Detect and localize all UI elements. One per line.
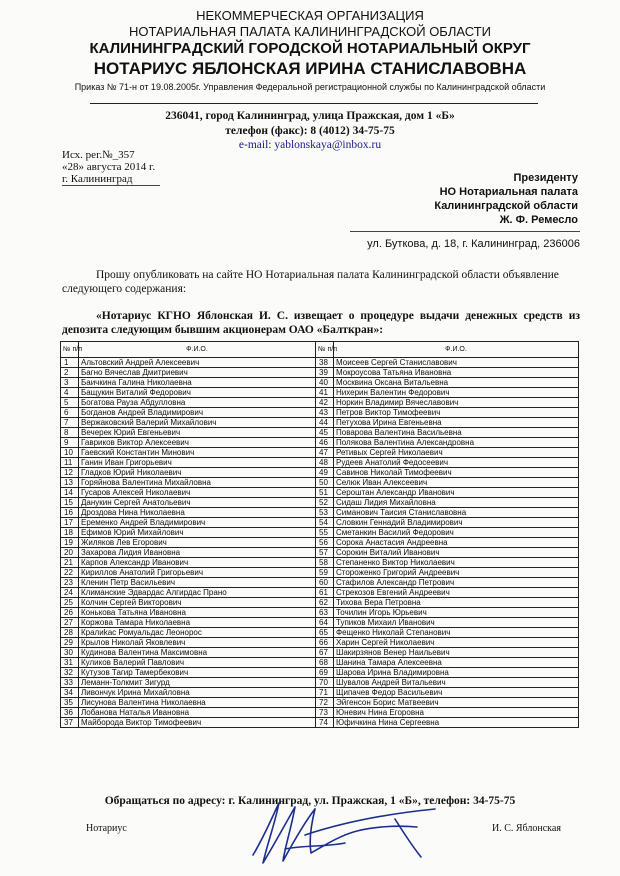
cell-number: 43 bbox=[316, 408, 334, 418]
cell-number: 69 bbox=[316, 668, 334, 678]
table-row bbox=[61, 648, 579, 658]
table-row bbox=[61, 558, 579, 568]
cell-name: Сероштан Александр Иванович bbox=[334, 488, 579, 498]
table-row bbox=[61, 688, 579, 698]
table-row bbox=[61, 488, 579, 498]
cell-name: Рудеев Анатолий Федосеевич bbox=[334, 458, 579, 468]
table-row bbox=[61, 668, 579, 678]
cell-name: Стафилов Александр Петрович bbox=[334, 578, 579, 588]
cell-number: 11 bbox=[61, 458, 79, 468]
cell-number: 53 bbox=[316, 508, 334, 518]
recipient-underline bbox=[350, 231, 580, 232]
cell-name: Сметанкин Василий Федорович bbox=[334, 528, 579, 538]
cell-number: 46 bbox=[316, 438, 334, 448]
cell-number: 70 bbox=[316, 678, 334, 688]
table-row bbox=[61, 418, 579, 428]
signer-title: Нотариус bbox=[86, 823, 127, 834]
cell-number: 47 bbox=[316, 448, 334, 458]
cell-number: 71 bbox=[316, 688, 334, 698]
col-header-number-right: № п/п bbox=[316, 342, 334, 358]
cell-number: 38 bbox=[316, 358, 334, 368]
cell-number: 22 bbox=[61, 568, 79, 578]
cell-number: 21 bbox=[61, 558, 79, 568]
cell-number: 14 bbox=[61, 488, 79, 498]
cell-number: 40 bbox=[316, 378, 334, 388]
table-row bbox=[61, 438, 579, 448]
cell-name: Симанович Таисия Станиславовна bbox=[334, 508, 579, 518]
outgoing-underline bbox=[62, 185, 160, 186]
cell-name: Ретивых Сергей Николаевич bbox=[334, 448, 579, 458]
chamber-name: НОТАРИАЛЬНАЯ ПАЛАТА КАЛИНИНГРАДСКОЙ ОБЛАСТИ bbox=[128, 24, 491, 39]
cell-name: Лисунова Валентина Николаевна bbox=[79, 698, 316, 708]
recipient-title: Президенту bbox=[513, 172, 578, 184]
cell-number: 13 bbox=[61, 478, 79, 488]
table-row bbox=[61, 698, 579, 708]
table-row bbox=[61, 638, 579, 648]
cell-number: 15 bbox=[61, 498, 79, 508]
cell-name: Ганин Иван Григорьевич bbox=[79, 458, 316, 468]
cell-name: Жиляков Лев Егорович bbox=[79, 538, 316, 548]
request-paragraph: Прошу опубликовать на сайте НО Нотариальная палата Калининградской области объявление следующего содержания: bbox=[62, 269, 559, 295]
cell-number: 72 bbox=[316, 698, 334, 708]
cell-number: 20 bbox=[61, 548, 79, 558]
notary-phone: телефон (факс): 8 (4012) 34-75-75 bbox=[225, 125, 395, 137]
cell-name: Москвина Оксана Витальевна bbox=[334, 378, 579, 388]
cell-name: Щипачев Федор Васильевич bbox=[334, 688, 579, 698]
cell-name: Багно Вячеслав Дмитриевич bbox=[79, 368, 316, 378]
cell-number: 36 bbox=[61, 708, 79, 718]
table-row bbox=[61, 468, 579, 478]
cell-number: 29 bbox=[61, 638, 79, 648]
table-row bbox=[61, 528, 579, 538]
table-row bbox=[61, 608, 579, 618]
cell-number: 35 bbox=[61, 698, 79, 708]
cell-number: 42 bbox=[316, 398, 334, 408]
cell-name: Харин Сергей Николаевич bbox=[334, 638, 579, 648]
cell-number: 37 bbox=[61, 718, 79, 728]
cell-name: Мокроусова Татьяна Ивановна bbox=[334, 368, 579, 378]
recipient-address: ул. Буткова, д. 18, г. Калининград, 236006 bbox=[367, 238, 580, 250]
cell-number: 34 bbox=[61, 688, 79, 698]
cell-number: 18 bbox=[61, 528, 79, 538]
cell-number: 65 bbox=[316, 628, 334, 638]
cell-name: Шувалов Андрей Витальевич bbox=[334, 678, 579, 688]
org-type: НЕКОММЕРЧЕСКАЯ ОРГАНИЗАЦИЯ bbox=[196, 8, 424, 23]
cell-name: Захарова Лидия Ивановна bbox=[79, 548, 316, 558]
table-row bbox=[61, 718, 579, 728]
cell-name: Лобанова Наталья Ивановна bbox=[79, 708, 316, 718]
col-header-name-left: Ф.И.О. bbox=[79, 342, 316, 358]
announcement-paragraph: «Нотариус КГНО Яблонская И. С. извещает о процедуре выдачи денежных средств из депозита следующим бывшим акционерам ОАО «Балткран»: bbox=[62, 310, 580, 336]
cell-number: 27 bbox=[61, 618, 79, 628]
cell-number: 61 bbox=[316, 588, 334, 598]
cell-number: 57 bbox=[316, 548, 334, 558]
cell-number: 2 bbox=[61, 368, 79, 378]
outgoing-city: г. Калининград bbox=[62, 173, 133, 185]
cell-name: Сидаш Лидия Михайловна bbox=[334, 498, 579, 508]
notary-email: e-mail: yablonskaya@inbox.ru bbox=[238, 139, 382, 151]
cell-number: 23 bbox=[61, 578, 79, 588]
table-row bbox=[61, 628, 579, 638]
table-body bbox=[61, 358, 579, 728]
cell-name: Карпов Александр Иванович bbox=[79, 558, 316, 568]
col-header-number-left: № п/п bbox=[61, 342, 79, 358]
cell-name: Тихова Вера Петровна bbox=[334, 598, 579, 608]
cell-name: Богатова Рауза Абдулловна bbox=[79, 398, 316, 408]
cell-number: 73 bbox=[316, 708, 334, 718]
cell-name: Гаевский Константин Минович bbox=[79, 448, 316, 458]
cell-name: Юфичкина Нина Сергеевна bbox=[334, 718, 579, 728]
cell-number: 50 bbox=[316, 478, 334, 488]
cell-name: Бащукин Виталий Федорович bbox=[79, 388, 316, 398]
cell-number: 10 bbox=[61, 448, 79, 458]
signer-name: И. С. Яблонская bbox=[492, 823, 561, 834]
table-row bbox=[61, 548, 579, 558]
cell-number: 5 bbox=[61, 398, 79, 408]
cell-name: Стороженко Григорий Андреевич bbox=[334, 568, 579, 578]
cell-number: 39 bbox=[316, 368, 334, 378]
cell-name: Норкин Владимир Вячеславович bbox=[334, 398, 579, 408]
cell-number: 1 bbox=[61, 358, 79, 368]
cell-name: Горяйнова Валентина Михайловна bbox=[79, 478, 316, 488]
cell-number: 55 bbox=[316, 528, 334, 538]
cell-number: 31 bbox=[61, 658, 79, 668]
outgoing-date: «28» августа 2014 г. bbox=[62, 161, 156, 173]
header-divider bbox=[90, 103, 538, 104]
cell-number: 54 bbox=[316, 518, 334, 528]
cell-name: Еременко Андрей Владимирович bbox=[79, 518, 316, 528]
table-row bbox=[61, 678, 579, 688]
cell-number: 30 bbox=[61, 648, 79, 658]
table-row bbox=[61, 378, 579, 388]
cell-number: 49 bbox=[316, 468, 334, 478]
cell-name: Баичкина Галина Николаевна bbox=[79, 378, 316, 388]
cell-name: Кириллов Анатолий Григорьевич bbox=[79, 568, 316, 578]
cell-number: 26 bbox=[61, 608, 79, 618]
table-row bbox=[61, 598, 579, 608]
cell-number: 59 bbox=[316, 568, 334, 578]
cell-name: Точилин Игорь Юрьевич bbox=[334, 608, 579, 618]
cell-name: Данукин Сергей Анатольевич bbox=[79, 498, 316, 508]
district-name: КАЛИНИНГРАДСКИЙ ГОРОДСКОЙ НОТАРИАЛЬНЫЙ ОКРУГ bbox=[89, 40, 531, 57]
cell-number: 44 bbox=[316, 418, 334, 428]
cell-number: 66 bbox=[316, 638, 334, 648]
cell-number: 16 bbox=[61, 508, 79, 518]
cell-name: Фещенко Николай Степанович bbox=[334, 628, 579, 638]
recipient-org: НО Нотариальная палата bbox=[439, 186, 578, 198]
recipient-name: Ж. Ф. Ремесло bbox=[499, 214, 578, 226]
cell-name: Гусаров Алексей Николаевич bbox=[79, 488, 316, 498]
cell-name: Гавриков Виктор Алексеевич bbox=[79, 438, 316, 448]
cell-number: 74 bbox=[316, 718, 334, 728]
cell-name: Гладков Юрий Николаевич bbox=[79, 468, 316, 478]
cell-number: 68 bbox=[316, 658, 334, 668]
cell-name: Сорокин Виталий Иванович bbox=[334, 548, 579, 558]
cell-number: 28 bbox=[61, 628, 79, 638]
cell-number: 45 bbox=[316, 428, 334, 438]
cell-name: Тупиков Михаил Иванович bbox=[334, 618, 579, 628]
contact-line: Обращаться по адресу: г. Калининград, ул. Пражская, 1 «Б», телефон: 34-75-75 bbox=[104, 795, 516, 807]
table-row bbox=[61, 578, 579, 588]
table-row bbox=[61, 538, 579, 548]
cell-name: Словкин Геннадий Владимирович bbox=[334, 518, 579, 528]
cell-name: Эйгенсон Борис Матвеевич bbox=[334, 698, 579, 708]
cell-number: 8 bbox=[61, 428, 79, 438]
cell-name: Альтовский Андрей Алексеевич bbox=[79, 358, 316, 368]
cell-number: 19 bbox=[61, 538, 79, 548]
cell-name: Петухова Ирина Евгеньевна bbox=[334, 418, 579, 428]
cell-number: 52 bbox=[316, 498, 334, 508]
table-row bbox=[61, 388, 579, 398]
cell-number: 12 bbox=[61, 468, 79, 478]
cell-number: 24 bbox=[61, 588, 79, 598]
table-row bbox=[61, 368, 579, 378]
notary-name: НОТАРИУС ЯБЛОНСКАЯ ИРИНА СТАНИСЛАВОВНА bbox=[93, 59, 527, 78]
cell-number: 3 bbox=[61, 378, 79, 388]
cell-number: 17 bbox=[61, 518, 79, 528]
table-row bbox=[61, 458, 579, 468]
cell-name: Шакирзянов Венер Наильевич bbox=[334, 648, 579, 658]
cell-name: Коржова Тамара Николаевна bbox=[79, 618, 316, 628]
cell-name: Куликов Валерий Павлович bbox=[79, 658, 316, 668]
cell-name: Сорока Анастасия Андреевна bbox=[334, 538, 579, 548]
outgoing-reg: Исх. рег.№_357 bbox=[62, 149, 135, 161]
cell-name: Ливончук Ирина Михайловна bbox=[79, 688, 316, 698]
cell-number: 25 bbox=[61, 598, 79, 608]
cell-number: 9 bbox=[61, 438, 79, 448]
cell-name: Колчин Сергей Викторович bbox=[79, 598, 316, 608]
notary-address: 236041, город Калининград, улица Пражская, дом 1 «Б» bbox=[165, 110, 455, 122]
cell-name: Вечерек Юрий Евгеньевич bbox=[79, 428, 316, 438]
cell-number: 32 bbox=[61, 668, 79, 678]
handwritten-signature bbox=[245, 795, 455, 870]
cell-name: Моисеев Сергей Станиславович bbox=[334, 358, 579, 368]
cell-name: Юневич Нина Егоровна bbox=[334, 708, 579, 718]
cell-name: Кленин Петр Васильевич bbox=[79, 578, 316, 588]
order-reference: Приказ № 71-н от 19.08.2005г. Управления Федеральной регистрационной службы по Калининградской области bbox=[74, 82, 546, 92]
shareholders-table bbox=[60, 341, 579, 728]
cell-name: Майборода Виктор Тимофеевич bbox=[79, 718, 316, 728]
cell-name: Савинов Николай Тимофеевич bbox=[334, 468, 579, 478]
cell-name: Полякова Валентина Александровна bbox=[334, 438, 579, 448]
table-row bbox=[61, 408, 579, 418]
cell-number: 41 bbox=[316, 388, 334, 398]
cell-name: Климанские Эдвардас Алгирдас Прано bbox=[79, 588, 316, 598]
table-row bbox=[61, 428, 579, 438]
cell-name: Поварова Валентина Васильевна bbox=[334, 428, 579, 438]
table-row bbox=[61, 618, 579, 628]
cell-name: Стрекозов Евгений Андреевич bbox=[334, 588, 579, 598]
cell-number: 48 bbox=[316, 458, 334, 468]
cell-name: Кралиkас Ромуальдас Леонорос bbox=[79, 628, 316, 638]
cell-name: Селюк Иван Алексеевич bbox=[334, 478, 579, 488]
cell-number: 33 bbox=[61, 678, 79, 688]
cell-name: Крылов Николай Яковлевич bbox=[79, 638, 316, 648]
cell-name: Кутузов Тагир Тамербекович bbox=[79, 668, 316, 678]
cell-number: 56 bbox=[316, 538, 334, 548]
cell-number: 7 bbox=[61, 418, 79, 428]
cell-number: 4 bbox=[61, 388, 79, 398]
table-row bbox=[61, 398, 579, 408]
cell-number: 62 bbox=[316, 598, 334, 608]
cell-name: Богданов Андрей Владимирович bbox=[79, 408, 316, 418]
table-row bbox=[61, 498, 579, 508]
cell-name: Леманн-Толкмит Зигурд bbox=[79, 678, 316, 688]
cell-name: Конькова Татьяна Ивановна bbox=[79, 608, 316, 618]
cell-name: Ефимов Юрий Михайлович bbox=[79, 528, 316, 538]
table-row bbox=[61, 358, 579, 368]
table-header-row bbox=[61, 342, 579, 358]
table-row bbox=[61, 448, 579, 458]
cell-name: Шарова Ирина Владимировна bbox=[334, 668, 579, 678]
table-row bbox=[61, 478, 579, 488]
cell-number: 6 bbox=[61, 408, 79, 418]
table-row bbox=[61, 658, 579, 668]
cell-name: Вержаковский Валерий Михайлович bbox=[79, 418, 316, 428]
cell-name: Дроздова Нина Николаевна bbox=[79, 508, 316, 518]
cell-name: Кудинова Валентина Максимовна bbox=[79, 648, 316, 658]
cell-number: 60 bbox=[316, 578, 334, 588]
cell-name: Петров Виктор Тимофеевич bbox=[334, 408, 579, 418]
cell-number: 58 bbox=[316, 558, 334, 568]
cell-number: 51 bbox=[316, 488, 334, 498]
recipient-region: Калининградской области bbox=[434, 200, 578, 212]
cell-number: 67 bbox=[316, 648, 334, 658]
cell-name: Шанина Тамара Алексеевна bbox=[334, 658, 579, 668]
cell-number: 64 bbox=[316, 618, 334, 628]
table-row bbox=[61, 708, 579, 718]
table-row bbox=[61, 588, 579, 598]
cell-name: Степаненко Виктор Николаевич bbox=[334, 558, 579, 568]
col-header-name-right: Ф.И.О. bbox=[334, 342, 579, 358]
table-row bbox=[61, 508, 579, 518]
table-row bbox=[61, 568, 579, 578]
cell-number: 63 bbox=[316, 608, 334, 618]
cell-name: Нихерин Валентин Федорович bbox=[334, 388, 579, 398]
table-row bbox=[61, 518, 579, 528]
